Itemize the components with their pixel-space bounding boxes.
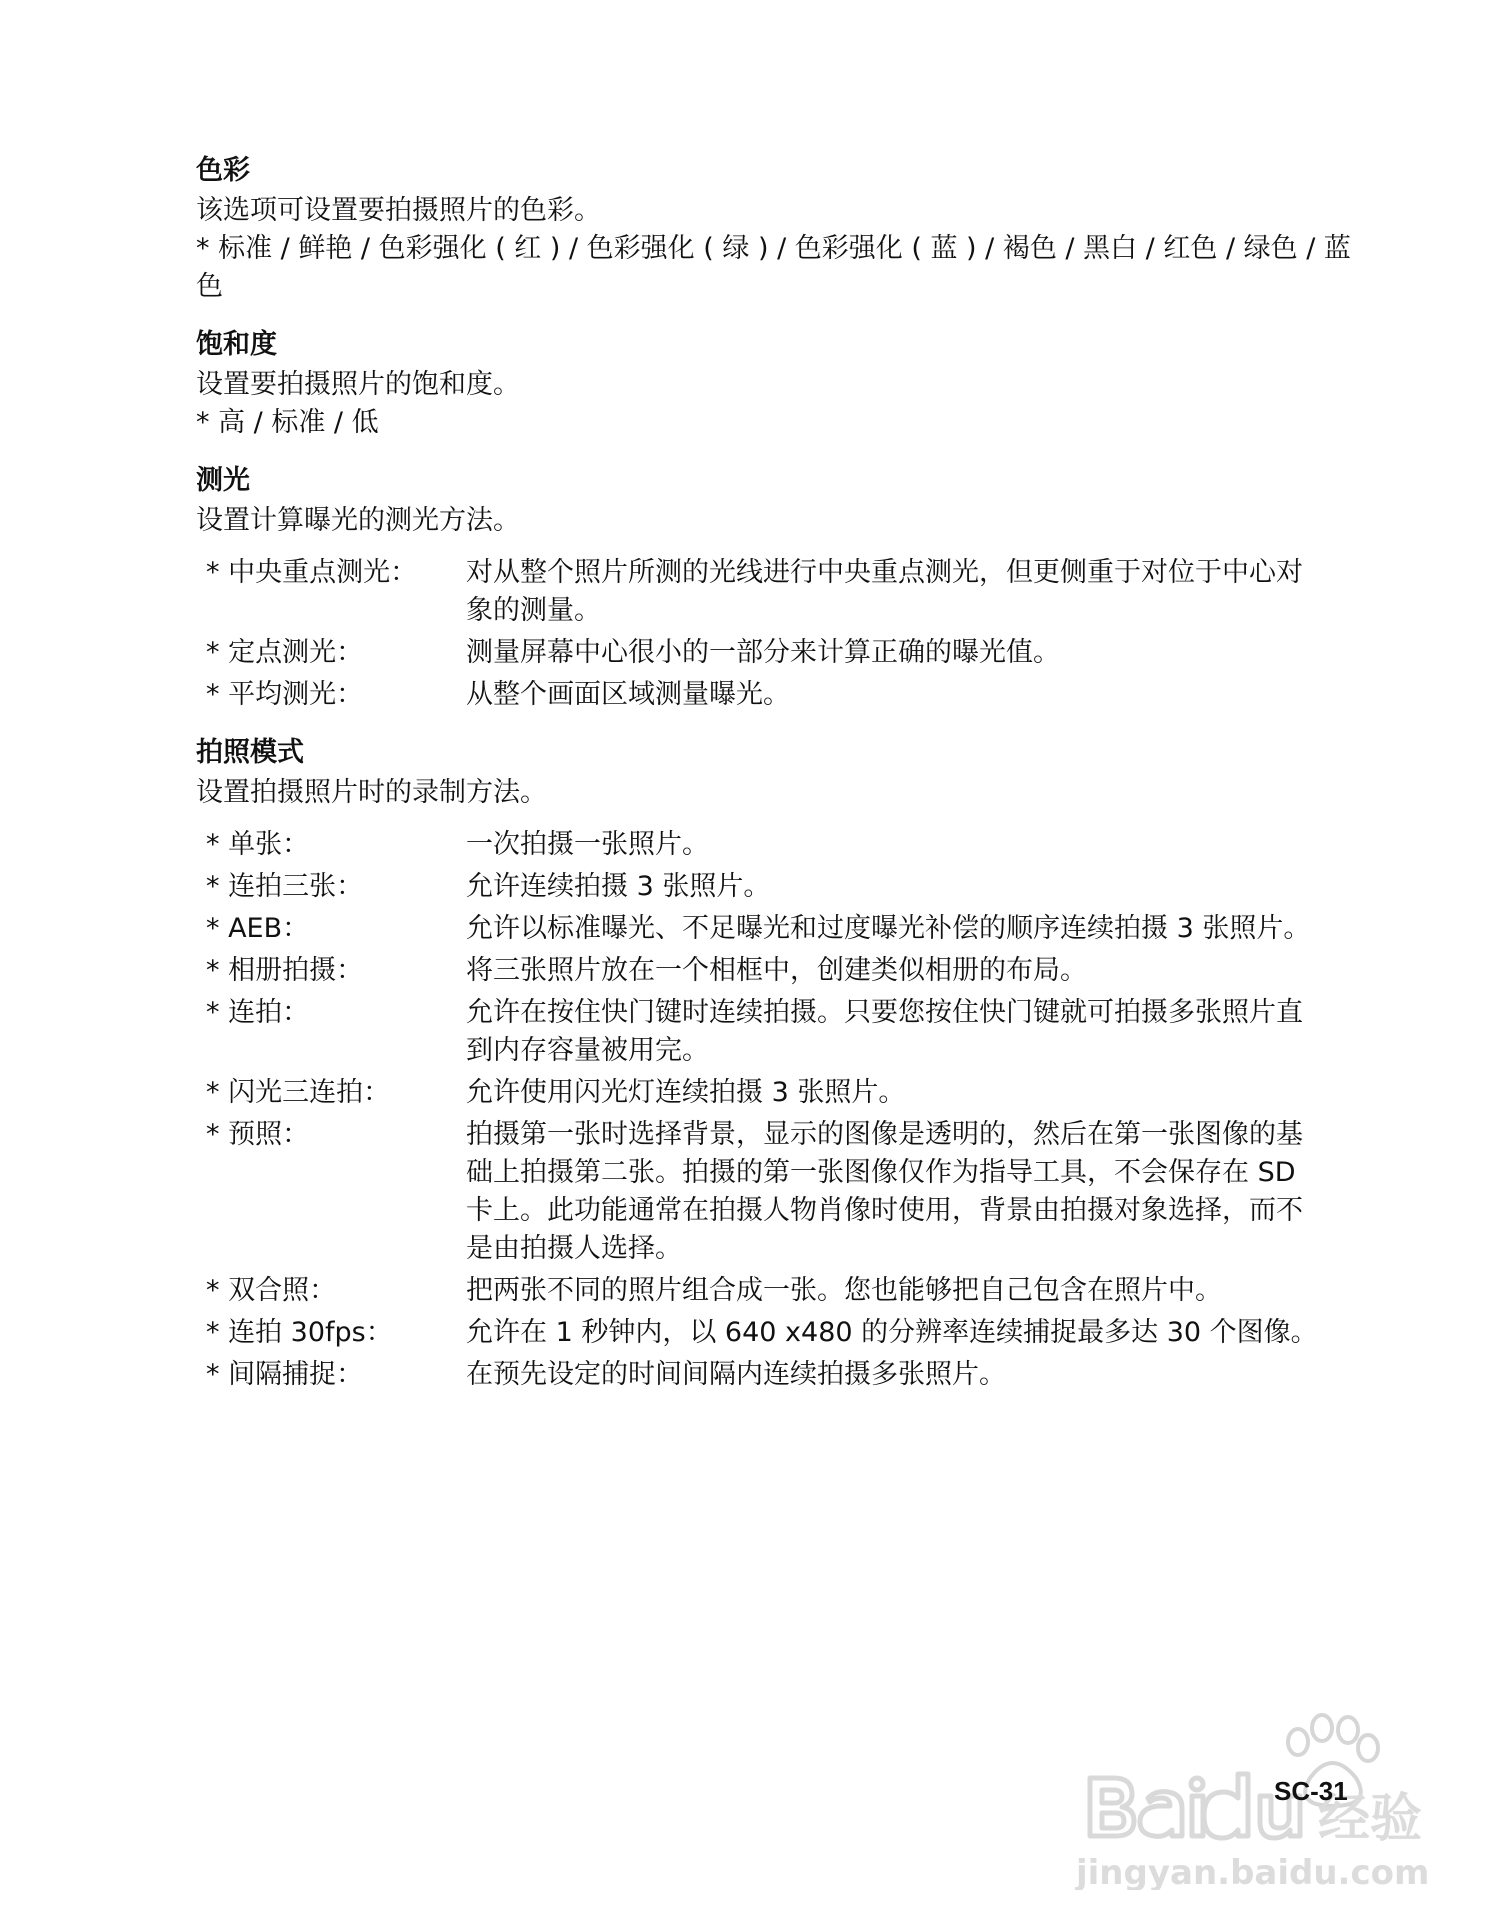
definition-term: * 间隔捕捉： xyxy=(206,1359,364,1390)
definition-term: * 中央重点测光： xyxy=(206,557,418,588)
definition-term: * AEB： xyxy=(206,913,310,944)
definition-desc: 对从整个照片所测的光线进行中央重点测光，但更侧重于对位于中心对象的测量。 xyxy=(466,557,1303,626)
definition-row xyxy=(196,994,1376,1070)
definition-row xyxy=(196,554,1376,630)
definition-term: * 单张： xyxy=(206,829,310,860)
definition-row xyxy=(196,910,1376,948)
definition-desc: 将三张照片放在一个相框中，创建类似相册的布局。 xyxy=(466,955,1087,986)
definition-desc: 允许以标准曝光、不足曝光和过度曝光补偿的顺序连续拍摄 3 张照片。 xyxy=(466,913,1311,944)
page-number: SC-31 xyxy=(1274,1776,1348,1806)
section-description: 设置拍摄照片时的录制方法。 xyxy=(196,777,547,808)
definition-desc: 拍摄第一张时选择背景，显示的图像是透明的，然后在第一张图像的基础上拍摄第二张。拍摄的第一张图像仅作为指导工具，不会保存在 SD 卡上。此功能通常在拍摄人物肖像时使用，背景由拍摄对象选择，而不是由拍摄人选择。 xyxy=(466,1119,1303,1264)
section-capture-mode xyxy=(196,732,1376,1394)
definition-row xyxy=(196,1356,1376,1394)
svg-text:经验: 经验 xyxy=(1318,1789,1423,1849)
definition-desc: 把两张不同的照片组合成一张。您也能够把自己包含在照片中。 xyxy=(466,1275,1222,1306)
definition-row xyxy=(196,676,1376,714)
section-saturation xyxy=(196,324,1376,442)
definition-term: * 连拍 30fps： xyxy=(206,1317,393,1348)
definition-row xyxy=(196,952,1376,990)
definition-desc: 允许使用闪光灯连续拍摄 3 张照片。 xyxy=(466,1077,906,1108)
definition-term: * 连拍三张： xyxy=(206,871,364,902)
definition-term: * 定点测光： xyxy=(206,637,364,668)
section-description: 该选项可设置要拍摄照片的色彩。 xyxy=(196,195,601,226)
section-heading: 拍照模式 xyxy=(196,737,304,768)
section-metering xyxy=(196,460,1376,714)
section-heading: 测光 xyxy=(196,465,250,496)
definition-row xyxy=(196,826,1376,864)
section-description: 设置要拍摄照片的饱和度。 xyxy=(196,369,520,400)
definition-term: * 双合照： xyxy=(206,1275,337,1306)
definition-list xyxy=(196,554,1376,714)
definition-desc: 一次拍摄一张照片。 xyxy=(466,829,709,860)
definition-desc: 允许在 1 秒钟内，以 640 x480 的分辨率连续捕捉最多达 30 个图像。 xyxy=(466,1317,1318,1348)
section-heading: 色彩 xyxy=(196,155,250,186)
watermark-url: jingyan.baidu.com xyxy=(1076,1853,1430,1890)
definition-row xyxy=(196,1314,1376,1352)
definition-row xyxy=(196,634,1376,672)
definition-row xyxy=(196,1116,1376,1268)
definition-desc: 允许连续拍摄 3 张照片。 xyxy=(466,871,771,902)
definition-term: * 预照： xyxy=(206,1119,310,1150)
definition-term: * 连拍： xyxy=(206,997,310,1028)
definition-desc: 测量屏幕中心很小的一部分来计算正确的曝光值。 xyxy=(466,637,1060,668)
definition-term: * 相册拍摄： xyxy=(206,955,364,986)
baidu-watermark-logo xyxy=(1070,1690,1450,1890)
definition-desc: 允许在按住快门键时连续拍摄。只要您按住快门键就可拍摄多张照片直到内存容量被用完。 xyxy=(466,997,1303,1066)
section-options: * 标准 / 鲜艳 / 色彩强化 ( 红 ) / 色彩强化 ( 绿 ) / 色彩强化 ( 蓝 ) / 褐色 / 黑白 / 红色 / 绿色 / 蓝色 xyxy=(196,233,1351,302)
page-content xyxy=(196,150,1376,1412)
definition-term: * 平均测光： xyxy=(206,679,364,710)
definition-row xyxy=(196,868,1376,906)
definition-desc: 在预先设定的时间间隔内连续拍摄多张照片。 xyxy=(466,1359,1006,1390)
section-heading: 饱和度 xyxy=(196,329,277,360)
section-color xyxy=(196,150,1376,306)
definition-term: * 闪光三连拍： xyxy=(206,1077,391,1108)
section-options: * 高 / 标准 / 低 xyxy=(196,407,379,438)
section-description: 设置计算曝光的测光方法。 xyxy=(196,505,520,536)
definition-list xyxy=(196,826,1376,1394)
definition-desc: 从整个画面区域测量曝光。 xyxy=(466,679,790,710)
definition-row xyxy=(196,1074,1376,1112)
definition-row xyxy=(196,1272,1376,1310)
